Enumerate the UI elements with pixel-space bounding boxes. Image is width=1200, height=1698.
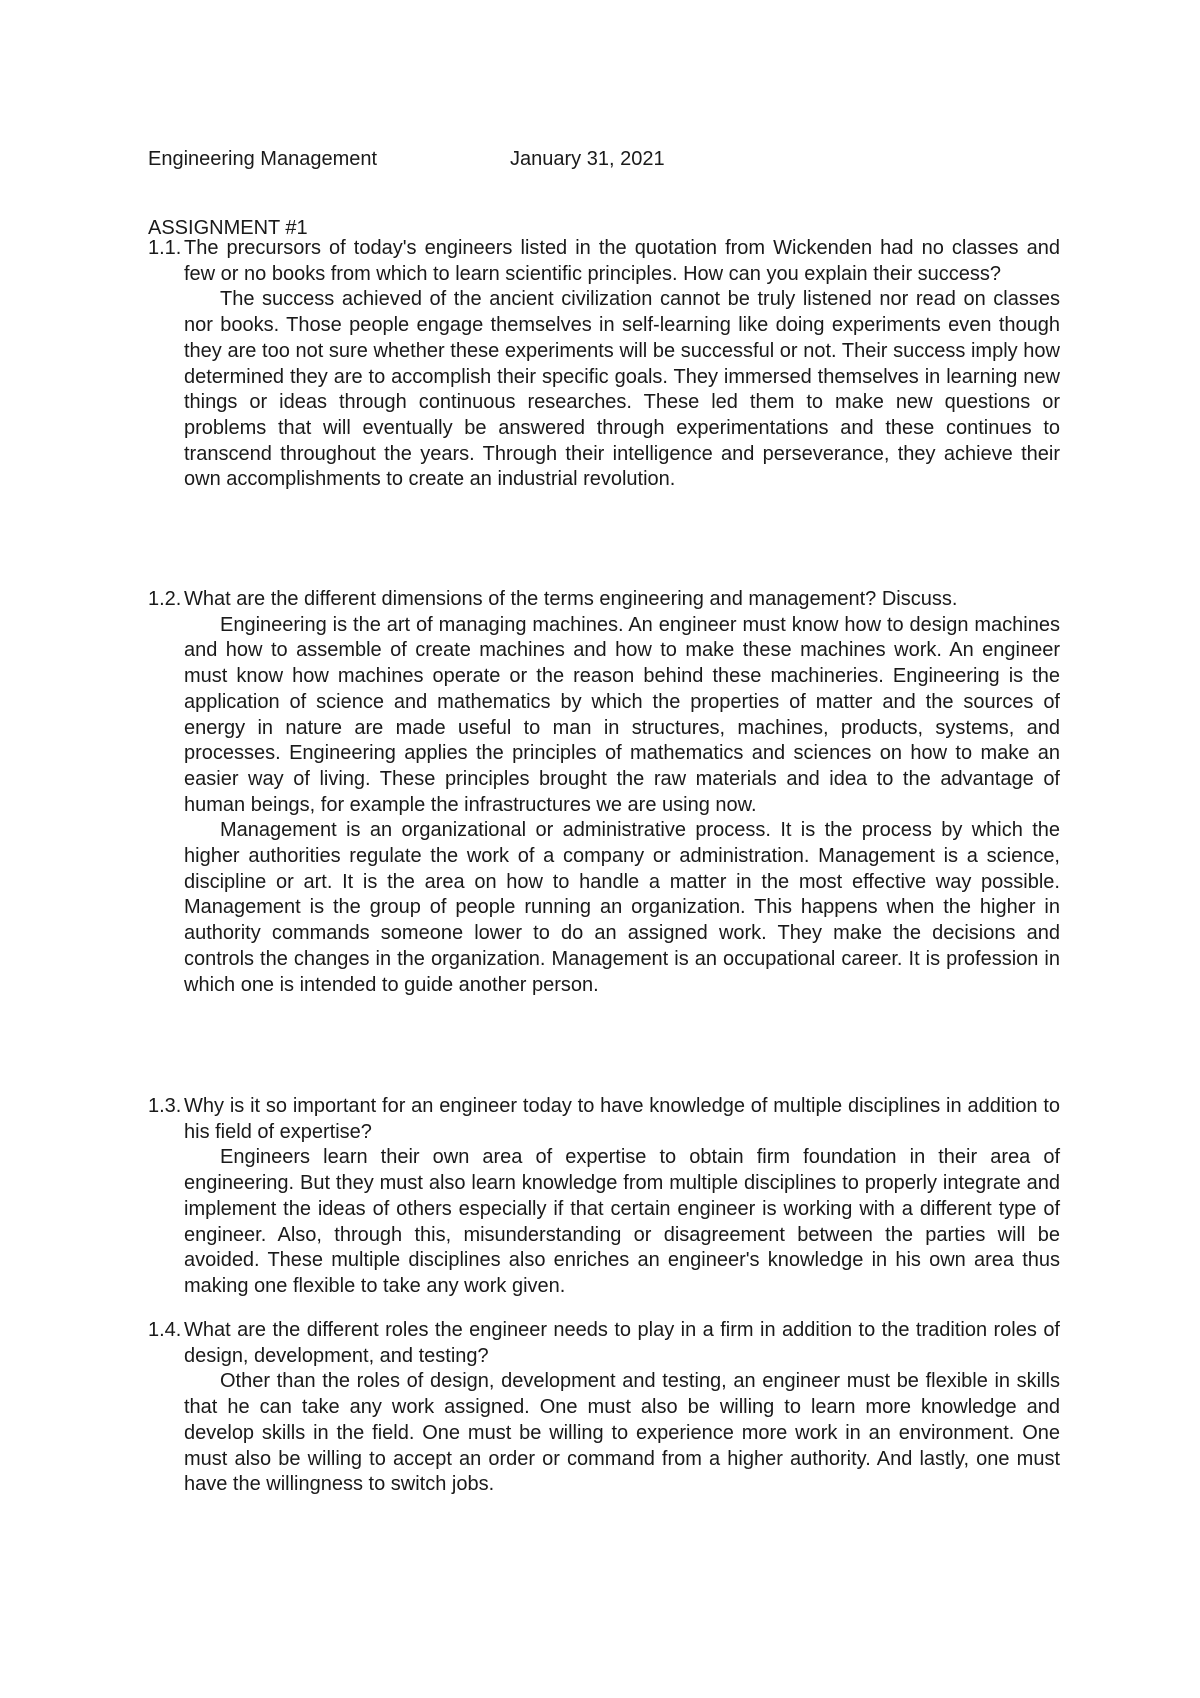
question-number: 1.2. [148, 588, 182, 610]
question-block [148, 1318, 1060, 1498]
course-title: Engineering Management [148, 148, 378, 170]
question-number: 1.1. [148, 237, 182, 259]
question-text: What are the different roles the engineer needs to play in a firm in addition to the tradition roles of design, development, and testing? [184, 1319, 1060, 1367]
question-prompt [148, 236, 1060, 287]
question-prompt [148, 1318, 1060, 1369]
question-block [148, 1094, 1060, 1300]
assignment-title: ASSIGNMENT #1 [148, 217, 308, 239]
answer-paragraph: Management is an organizational or administrative process. It is the process by which the higher authorities regulate the work of a company or administration. Management is a science, discipline or art. It is the area on how to handle a matter in the most effective way possible. Management is the group of people running an organization. This happens when the higher in authority commands someone lower to do an assigned work. They make the decisions and controls the changes in the organization. Management is an occupational career. It is profession in which one is intended to guide another person. [184, 819, 1060, 996]
assignment-date: January 31, 2021 [510, 148, 665, 170]
question-text: The precursors of today's engineers listed in the quotation from Wickenden had no classes and few or no books from which to learn scientific principles. How can you explain their success? [184, 237, 1060, 285]
document-header [148, 146, 665, 172]
question-block [148, 587, 1060, 998]
answer-paragraph: Engineering is the art of managing machines. An engineer must know how to design machines and how to assemble of create machines and how to make these machines work. An engineer must know how machines operate or the reason behind these machineries. Engineering is the application of science and mathematics by which the properties of matter and the sources of energy in nature are made useful to man in structures, machines, products, systems, and processes. Engineering applies the principles of mathematics and sciences on how to make an easier way of living. These principles brought the raw materials and idea to the advantage of human beings, for example the infrastructures we are using now. [184, 613, 1060, 816]
answer-paragraph: The success achieved of the ancient civilization cannot be truly listened nor read on classes nor books. Those people engage themselves in self-learning like doing experiments even though they are too not sure whether these experiments will be successful or not. Their success imply how determined they are to accomplish their specific goals. They immersed themselves in learning new things or ideas through continuous researches. These led them to make new questions or problems that will eventually be answered through experimentations and these continues to transcend throughout the years. Through their intelligence and perseverance, they achieve their own accomplishments to create an industrial revolution. [184, 288, 1060, 491]
question-prompt [148, 1094, 1060, 1145]
question-number: 1.3. [148, 1095, 182, 1117]
question-text: Why is it so important for an engineer today to have knowledge of multiple disciplines in addition to his field of expertise? [184, 1095, 1060, 1143]
question-number: 1.4. [148, 1319, 182, 1341]
question-block [148, 236, 1060, 493]
question-text: What are the different dimensions of the terms engineering and management? Discuss. [184, 588, 958, 610]
answer-paragraph: Engineers learn their own area of expertise to obtain firm foundation in their area of engineering. But they must also learn knowledge from multiple disciplines to properly integrate and implement the ideas of others especially if that certain engineer is working with a different type of engineer. Also, through this, misunderstanding or disagreement between the parties will be avoided. These multiple disciplines also enriches an engineer's knowledge in his own area thus making one flexible to take any work given. [184, 1146, 1060, 1297]
question-prompt [148, 587, 1060, 613]
answer-paragraph: Other than the roles of design, development and testing, an engineer must be flexible in skills that he can take any work assigned. One must also be willing to learn more knowledge and develop skills in the field. One must be willing to experience more work in an environment. One must also be willing to accept an order or command from a higher authority. And lastly, one must have the willingness to switch jobs. [184, 1370, 1060, 1496]
